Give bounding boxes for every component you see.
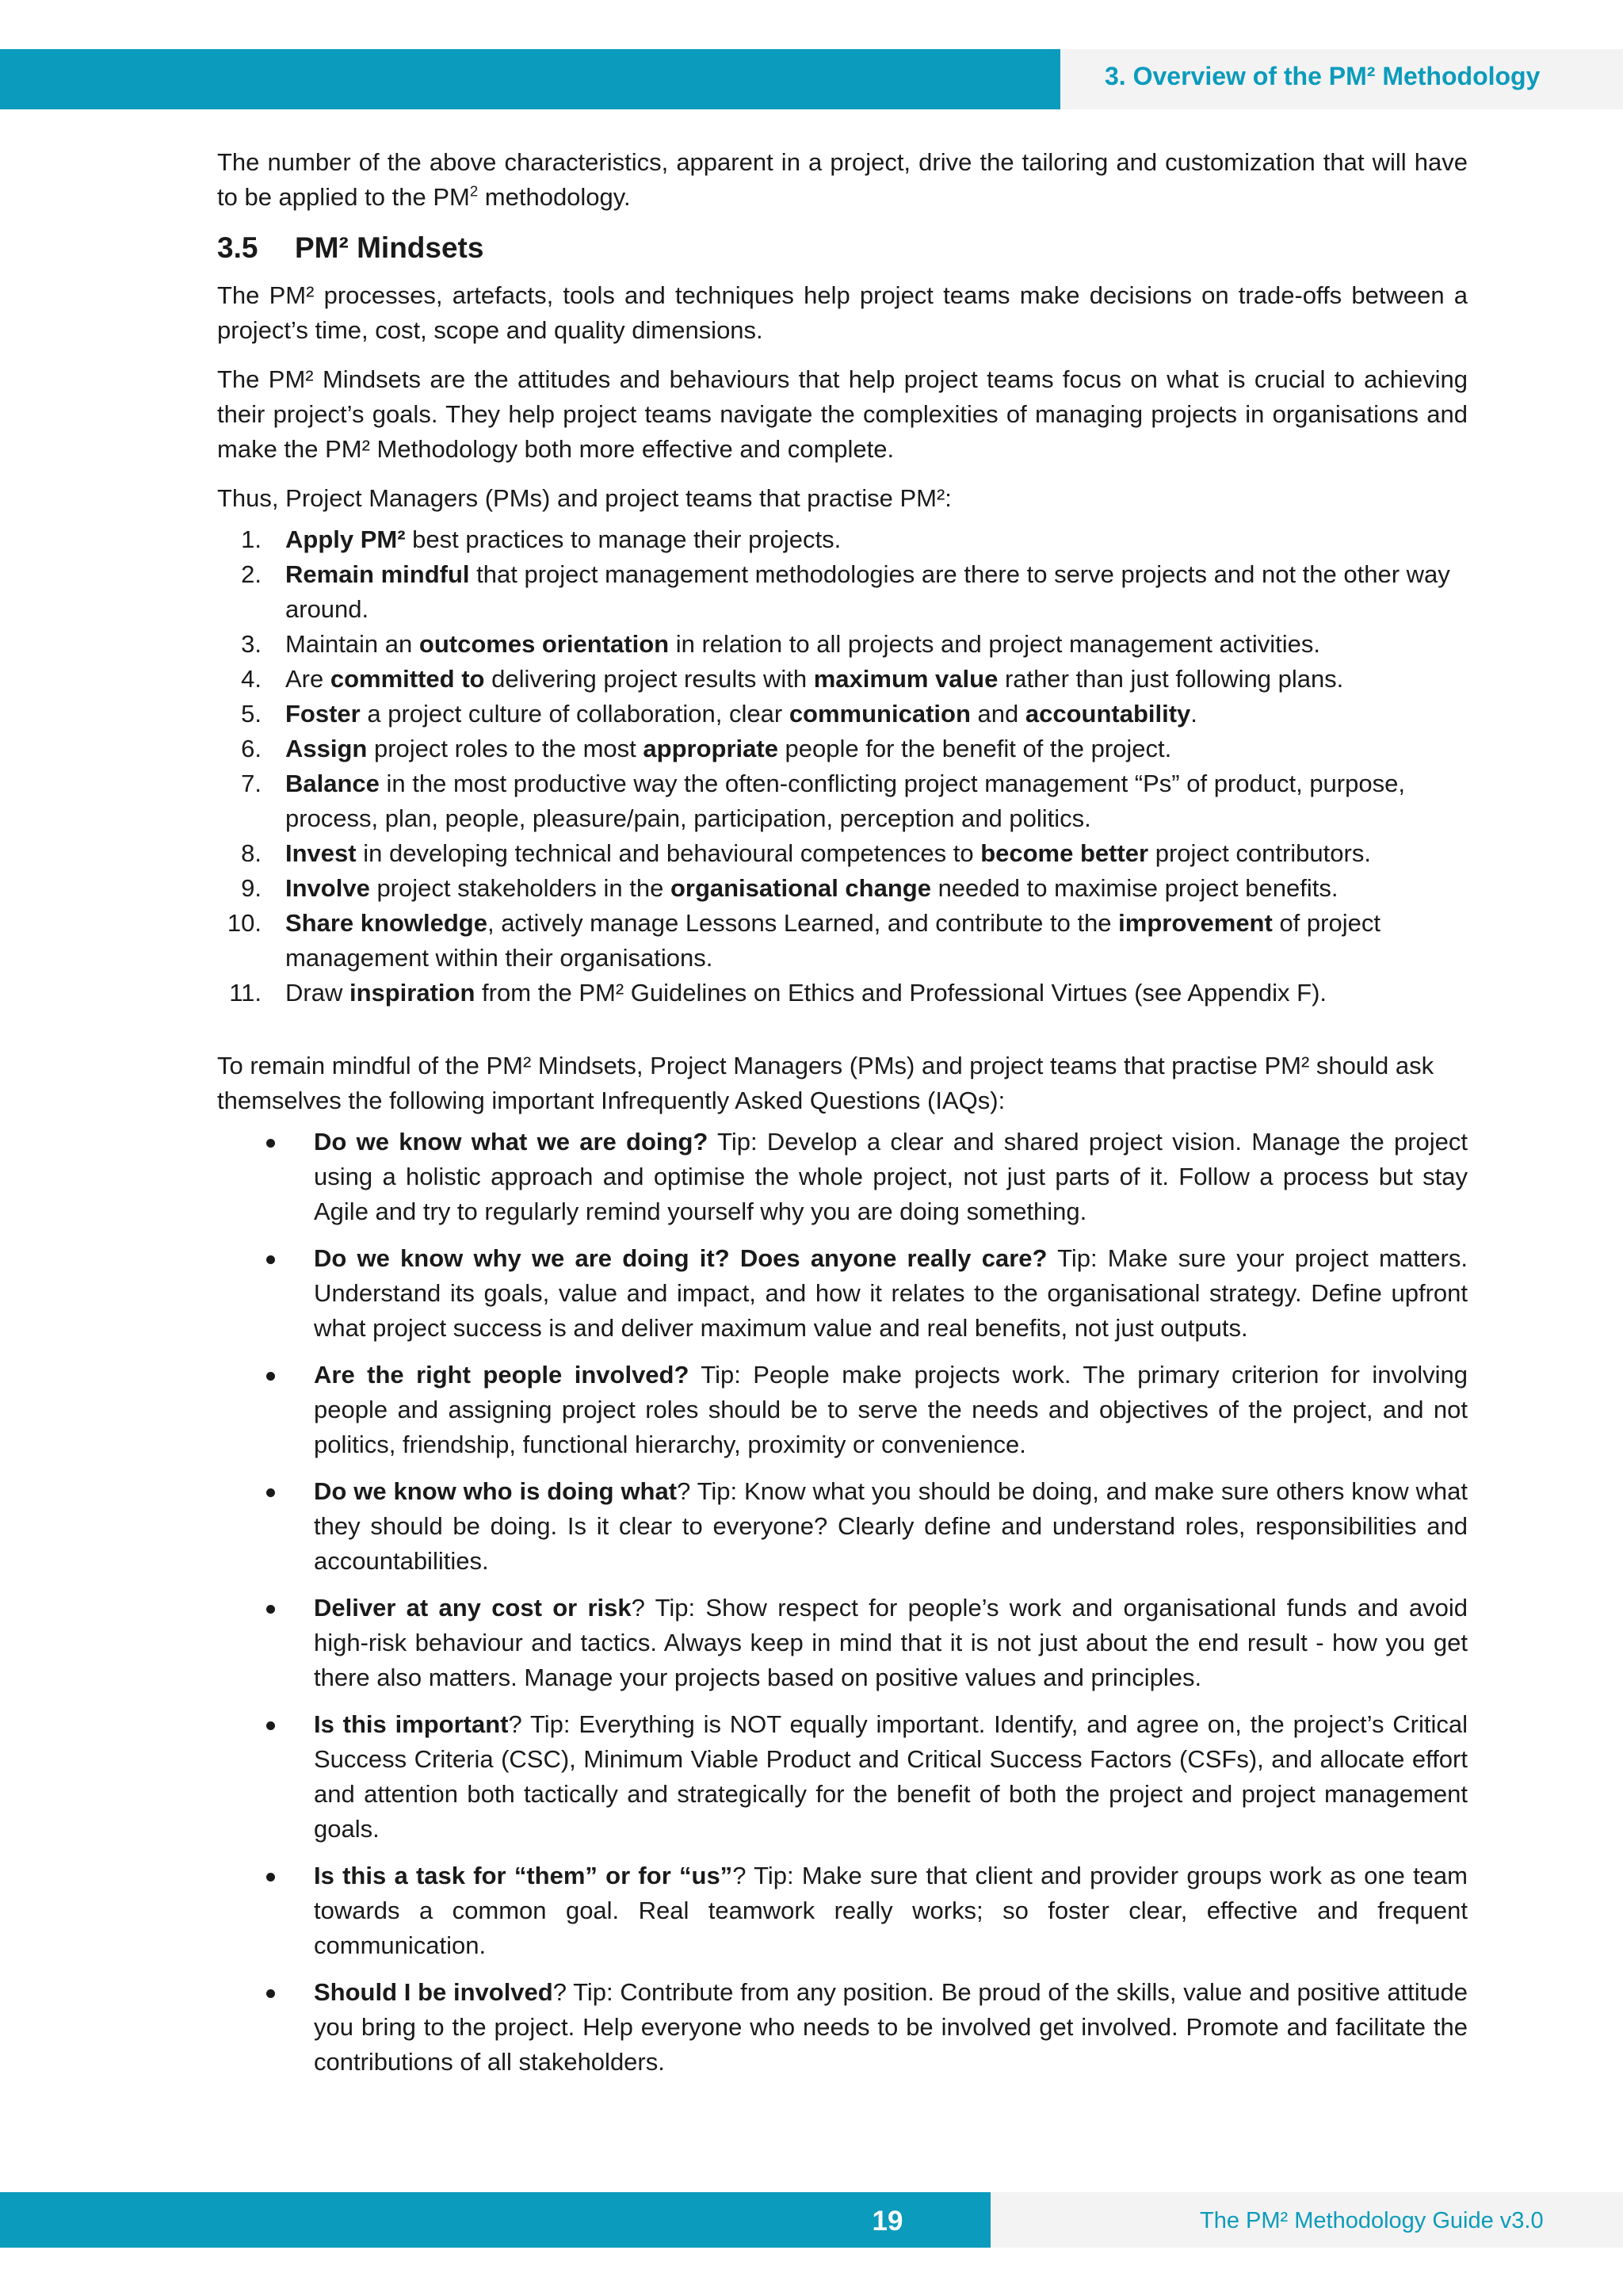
iaq-list: [217, 1125, 1468, 2080]
text: best practices to manage their projects.: [405, 525, 842, 553]
mindset-item: [217, 662, 1468, 697]
mindset-item: [217, 627, 1468, 662]
bullet-icon: [266, 1989, 275, 1998]
bold-text: become better: [980, 839, 1149, 867]
iaq-item: [217, 1125, 1468, 1229]
bold-text: maximum value: [813, 665, 999, 693]
section-title: PM² Mindsets: [295, 231, 484, 264]
list-number: 1.: [241, 525, 262, 553]
iaq-item: [217, 1474, 1468, 1579]
bold-text: Apply PM²: [285, 525, 406, 553]
bold-text: Involve: [285, 874, 370, 902]
iaq-question: Do we know what we are doing?: [314, 1128, 708, 1156]
bullet-icon: [266, 1721, 275, 1730]
footer-doc-title: The PM² Methodology Guide v3.0: [1200, 2208, 1544, 2233]
iaq-tip: Tip: People make projects work. The primary criterion for involving people and assigning project roles should be to serve the needs and objectives of the project, and not politics, friendship, functional hierarchy, proximity or convenience.: [314, 1361, 1468, 1458]
text: project contributors.: [1148, 839, 1371, 867]
text: from the PM² Guidelines on Ethics and Professional Virtues (see Appendix F).: [475, 979, 1327, 1007]
page-number: 19: [872, 2206, 903, 2237]
iaq-item: [217, 1591, 1468, 1695]
intro-paragraph: The number of the above characteristics, apparent in a project, drive the tailoring and customization that will have to be applied to the $PM^2$ methodology.: [217, 148, 1468, 211]
mindset-item: [217, 732, 1468, 766]
text: , actively manage Lessons Learned, and contribute to the: [487, 909, 1119, 937]
bullet-icon: [266, 1255, 275, 1264]
bullet-icon: [266, 1139, 275, 1148]
list-number: 7.: [241, 770, 262, 797]
iaq-tip: Tip: Develop a clear and shared project vision. Manage the project using a holistic approach and optimise the whole project, not just parts of it. Follow a process but stay Agile and try to regularly remind yourself why you are doing something.: [314, 1128, 1468, 1225]
list-number: 5.: [241, 700, 262, 728]
mindset-item: [217, 836, 1468, 871]
bold-text: Foster: [285, 700, 361, 728]
bold-text: accountability: [1025, 700, 1191, 728]
text: people for the benefit of the project.: [777, 735, 1172, 762]
paragraph: Thus, Project Managers (PMs) and project teams that practise PM²:: [217, 484, 952, 512]
mindsets-list: [217, 522, 1468, 1010]
text: in relation to all projects and project management activities.: [669, 630, 1321, 658]
list-number: 9.: [241, 874, 262, 902]
bullet-icon: [266, 1488, 275, 1497]
iaq-tip: ? Tip: Contribute from any position. Be proud of the skills, value and positive attitude you bring to the project. Help everyone who needs to be involved get involved. Promote and facilitate the contributions of all stakeholders.: [314, 1978, 1468, 2076]
text: in developing technical and behavioural competences to: [356, 839, 981, 867]
bold-text: improvement: [1118, 909, 1273, 937]
list-number: 2.: [241, 560, 262, 588]
text: rather than just following plans.: [998, 665, 1344, 693]
iaq-item: [217, 1975, 1468, 2080]
paragraph: The PM² processes, artefacts, tools and techniques help project teams make decisions on trade-offs between a project’s time, cost, scope and quality dimensions.: [217, 281, 1468, 344]
iaq-item: [217, 1859, 1468, 1963]
text: in the most productive way the often-conflicting project management “Ps” of product, purpose, process, plan, people, pleasure/pain, participation, perception and politics.: [285, 770, 1405, 832]
iaq-question: Are the right people involved?: [314, 1361, 689, 1389]
list-number: 11.: [229, 979, 262, 1007]
text: Are: [285, 665, 330, 693]
section-heading: [217, 229, 1468, 267]
bold-text: communication: [789, 700, 971, 728]
iaq-intro: To remain mindful of the PM² Mindsets, Project Managers (PMs) and project teams that practise PM² should ask themselves the following important Infrequently Asked Questions (IAQs):: [217, 1052, 1434, 1114]
iaq-question: Is this important: [314, 1710, 509, 1738]
mindset-item: [217, 976, 1468, 1010]
bold-text: Balance: [285, 770, 380, 797]
text: Draw: [285, 979, 349, 1007]
chapter-title: 3. Overview of the PM² Methodology: [1105, 62, 1541, 90]
iaq-item: [217, 1707, 1468, 1847]
text: .: [1190, 700, 1197, 728]
text: delivering project results with: [484, 665, 814, 693]
section-number: 3.5: [217, 231, 258, 264]
bold-text: Share knowledge: [285, 909, 487, 937]
iaq-tip: ? Tip: Make sure that client and provider groups work as one team towards a common goal. Real teamwork really works; so foster clear, effective and frequent communication.: [314, 1862, 1468, 1959]
text: a project culture of collaboration, clear: [360, 700, 789, 728]
spacer: [217, 1025, 1468, 1049]
mindset-item: [217, 766, 1468, 836]
list-number: 4.: [241, 665, 262, 693]
text: Maintain an: [285, 630, 419, 658]
header-bar: [0, 49, 1060, 109]
text: and: [970, 700, 1025, 728]
bold-text: organisational change: [670, 874, 931, 902]
mindset-item: [217, 697, 1468, 732]
text: project stakeholders in the: [369, 874, 670, 902]
bold-text: inspiration: [349, 979, 475, 1007]
bold-text: Assign: [285, 735, 368, 762]
bold-text: Remain mindful: [285, 560, 470, 588]
mindset-item: [217, 906, 1468, 976]
iaq-tip: Tip: Make sure your project matters. Understand its goals, value and impact, and how it relates to the organisational strategy. Define upfront what project success is and deliver maximum value and real benefits, not just outputs.: [314, 1244, 1468, 1342]
iaq-question: Should I be involved: [314, 1978, 553, 2006]
iaq-question: Deliver at any cost or risk: [314, 1594, 632, 1622]
iaq-item: [217, 1241, 1468, 1346]
iaq-item: [217, 1358, 1468, 1462]
iaq-question: Do we know why we are doing it? Does anyone really care?: [314, 1244, 1048, 1272]
bullet-icon: [266, 1605, 275, 1614]
bullet-icon: [266, 1372, 275, 1381]
iaq-question: Do we know who is doing what: [314, 1477, 678, 1505]
text: that project management methodologies are there to serve projects and not the other way around.: [285, 560, 1450, 623]
iaq-question: Is this a task for “them” or for “us”: [314, 1862, 733, 1889]
iaq-tip: ? Tip: Know what you should be doing, and make sure others know what they should be doing. Is it clear to everyone? Clearly define and understand roles, responsibilities and accountabilities.: [314, 1477, 1468, 1575]
mindset-item: [217, 871, 1468, 906]
bold-text: committed to: [330, 665, 485, 693]
list-number: 8.: [241, 839, 262, 867]
text: needed to maximise project benefits.: [930, 874, 1338, 902]
mindset-item: [217, 522, 1468, 557]
paragraph: The PM² Mindsets are the attitudes and behaviours that help project teams focus on what is crucial to achieving their project’s goals. They help project teams navigate the complexities of managing projects in organisations and make the PM² Methodology both more effective and complete.: [217, 365, 1468, 463]
bold-text: appropriate: [643, 735, 778, 762]
list-number: 6.: [241, 735, 262, 762]
text: project roles to the most: [367, 735, 643, 762]
mindset-item: [217, 557, 1468, 627]
list-number: 3.: [241, 630, 262, 658]
iaq-tip: ? Tip: Show respect for people’s work and organisational funds and avoid high-risk behaviour and tactics. Always keep in mind that it is not just about the end result - how you get there also matters. Manage your projects based on positive values and principles.: [314, 1594, 1468, 1691]
bold-text: Invest: [285, 839, 357, 867]
bold-text: outcomes orientation: [418, 630, 670, 658]
page-content: [217, 145, 1468, 2092]
iaq-tip: ? Tip: Everything is NOT equally important. Identify, and agree on, the project’s Critical Success Criteria (CSC), Minimum Viable Product and Critical Success Factors (CSFs), and allocate effort and attention both tactically and strategically for the benefit of both the project and project management goals.: [314, 1710, 1468, 1843]
text: of project management within their organisations.: [285, 909, 1381, 972]
bullet-icon: [266, 1873, 275, 1881]
list-number: 10.: [227, 909, 262, 937]
